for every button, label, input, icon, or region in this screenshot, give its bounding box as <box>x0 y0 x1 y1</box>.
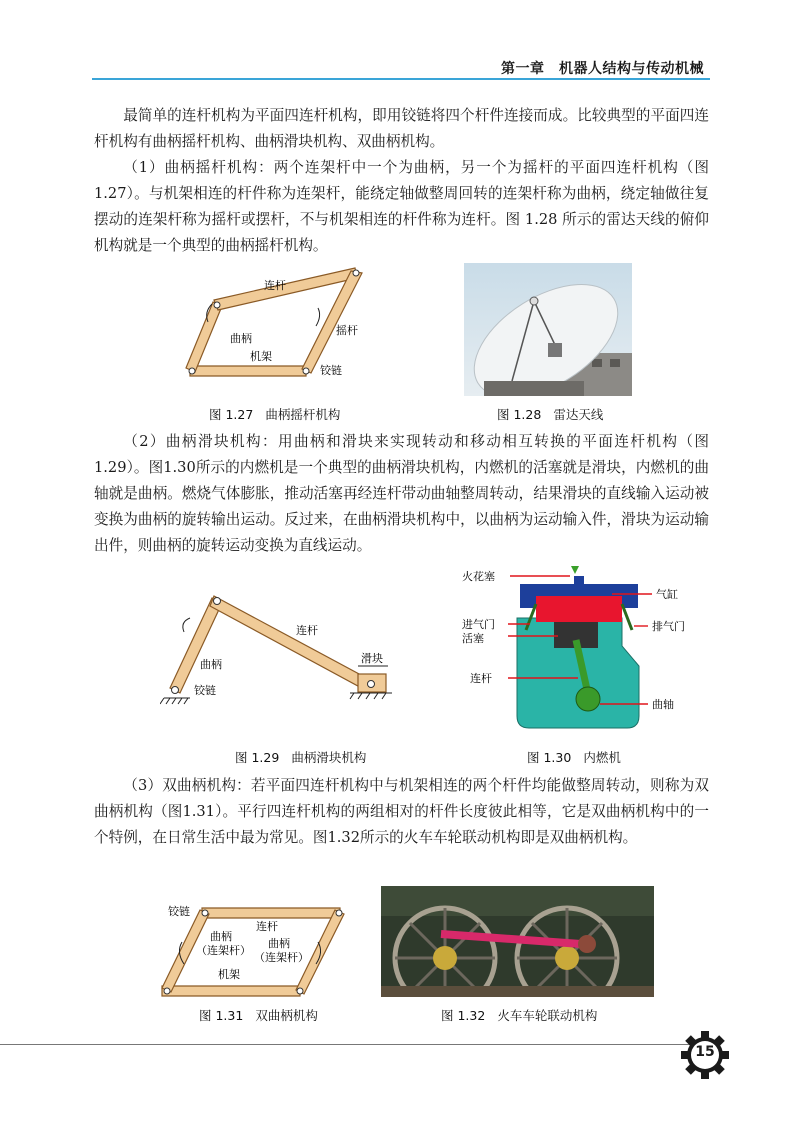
label-intake: 进气门 <box>462 618 495 631</box>
label-frame: 机架 <box>250 350 272 363</box>
caption-title: 曲柄滑块机构 <box>291 750 367 765</box>
caption-title: 雷达天线 <box>553 407 604 422</box>
photo-radar-antenna <box>464 263 632 396</box>
label-exhaust: 排气门 <box>652 620 685 633</box>
label-coupler: 连杆 <box>264 279 286 292</box>
label-coupler: 连杆 <box>256 920 278 933</box>
label-frame: 机架 <box>218 968 240 981</box>
ground-hatch-left <box>160 698 190 704</box>
photo-train-wheels <box>381 886 654 997</box>
caption-number: 图 1.32 <box>441 1008 486 1023</box>
figure-engine-diagram <box>462 566 702 731</box>
text-block-1 <box>94 103 709 259</box>
label-piston: 活塞 <box>462 632 484 645</box>
figure-crank-rocker-diagram <box>180 262 390 392</box>
frame-link <box>162 986 300 996</box>
label-rod: 连杆 <box>470 672 492 685</box>
chapter-title: 第一章 机器人结构与传动机械 <box>501 61 704 77</box>
label-hinge: 铰链 <box>168 905 190 918</box>
caption-number: 图 1.27 <box>209 407 254 422</box>
text-block-2 <box>94 429 709 559</box>
label-rocker: 摇杆 <box>336 324 358 337</box>
footer-rule <box>0 1044 700 1045</box>
caption-number: 图 1.30 <box>527 750 572 765</box>
label-hinge: 铰链 <box>194 684 216 697</box>
figure-double-crank-diagram <box>158 898 358 1000</box>
paragraph-intro: 最简单的连杆机构为平面四连杆机构，即用铰链将四个杆件连接而成。比较典型的平面四连杆机构有曲柄摇杆机构、曲柄滑块机构、双曲柄机构。 <box>94 107 709 150</box>
caption-fig-1-32 <box>441 1006 597 1024</box>
crank-link <box>186 302 222 372</box>
label-right-crank: 曲柄 <box>268 937 290 950</box>
caption-title: 曲柄摇杆机构 <box>265 407 341 422</box>
caption-fig-1-30 <box>527 748 621 766</box>
paragraph-crank-rocker: （1）曲柄摇杆机构：两个连架杆中一个为曲柄，另一个为摇杆的平面四连杆机构（图1.27）。与机架相连的杆件称为连架杆，能绕定轴做整周回转的连架杆称为曲柄，绕定轴做往复摆动的连架杆称为摇杆或摆杆，不与机架相连的杆件称为连杆。图 1.28 所示的雷达天线的俯仰机构就是一个典型的曲柄摇杆机构。 <box>94 159 709 254</box>
caption-number: 图 1.31 <box>199 1008 244 1023</box>
caption-fig-1-27 <box>209 405 340 423</box>
caption-number: 图 1.29 <box>235 750 280 765</box>
caption-title: 内燃机 <box>583 750 621 765</box>
label-crank: 曲柄 <box>200 658 222 671</box>
label-spark-plug: 火花塞 <box>462 570 495 583</box>
header-rule <box>92 78 710 80</box>
label-crankshaft: 曲轴 <box>652 698 674 711</box>
crank-rotation-arrow <box>183 618 190 632</box>
figure-crank-slider-diagram <box>160 590 400 715</box>
label-cylinder: 气缸 <box>656 588 678 601</box>
caption-title: 火车车轮联动机构 <box>497 1008 598 1023</box>
spark-plug <box>571 566 579 574</box>
combustion-chamber <box>536 596 622 622</box>
caption-fig-1-29 <box>235 748 366 766</box>
label-hinge: 铰链 <box>320 364 342 377</box>
caption-fig-1-28 <box>497 405 603 423</box>
paragraph-crank-slider: （2）曲柄滑块机构：用曲柄和滑块来实现转动和移动相互转换的平面连杆机构（图1.29）。图1.30所示的内燃机是一个典型的曲柄滑块机构，内燃机的活塞就是滑块，内燃机的曲轴就是曲柄。燃烧气体膨胀，推动活塞再经连杆带动曲轴整周转动，结果滑块的直线输入运动被变换为曲柄的旋转输出运动。反过来，在曲柄滑块机构中，以曲柄为运动输入件，滑块为运动输出件，则曲柄的旋转运动变换为直线运动。 <box>94 433 709 554</box>
crankshaft <box>576 687 600 711</box>
ground-hatch-right <box>350 693 392 699</box>
rocker-swing-arrow <box>316 308 320 326</box>
page-number: 15 <box>695 1044 715 1060</box>
coupler-link <box>210 596 374 692</box>
label-left-side-rod: （连架杆） <box>196 944 251 957</box>
text-block-3 <box>94 773 709 851</box>
paragraph-double-crank: （3）双曲柄机构：若平面四连杆机构中与机架相连的两个杆件均能做整周转动，则称为双曲柄机构（图1.31）。平行四连杆机构的两组相对的杆件长度彼此相等，它是双曲柄机构中的一个特例，在日常生活中最为常见。图1.32所示的火车车轮联动机构即是双曲柄机构。 <box>94 777 709 846</box>
label-crank: 曲柄 <box>230 332 252 345</box>
label-slider: 滑块 <box>361 652 383 665</box>
label-left-crank: 曲柄 <box>210 930 232 943</box>
label-right-side-rod: （连架杆） <box>254 951 309 964</box>
frame-link <box>190 366 306 376</box>
caption-fig-1-31 <box>199 1006 318 1024</box>
coupler-link <box>202 908 340 918</box>
caption-title: 双曲柄机构 <box>255 1008 318 1023</box>
crank-link <box>170 598 222 693</box>
caption-number: 图 1.28 <box>497 407 542 422</box>
label-coupler: 连杆 <box>296 624 318 637</box>
